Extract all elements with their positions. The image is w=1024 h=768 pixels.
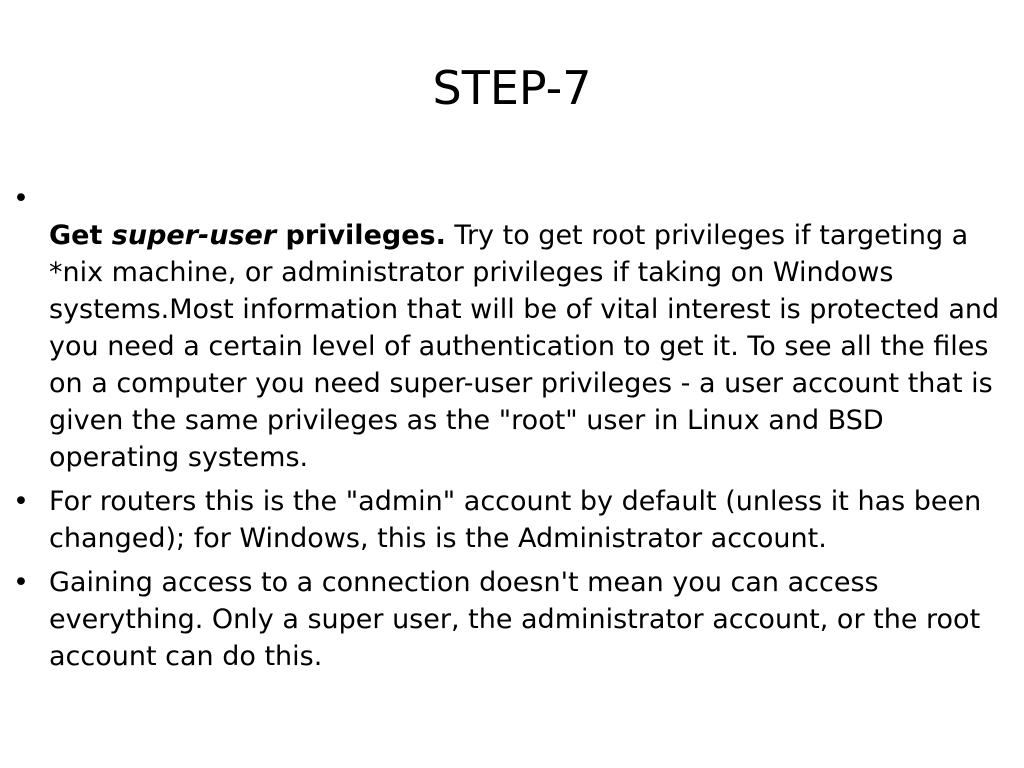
bullet-list bbox=[0, 180, 1000, 682]
bullet-1-lead-bold-end: privileges. bbox=[276, 220, 446, 251]
bullet-item-1 bbox=[0, 180, 1000, 476]
bullet-1-text: Try to get root privileges if targeting a *nix machine, or administrator privileges if taking on Windows systems.Most information that will be of vital interest is protected and you need a certain level of authentication to get it. To see all the files on a computer you need super-user privileges - a user account that is given the same privileges as the "root" user in Linux and BSD operating systems. bbox=[49, 220, 1000, 473]
bullet-dot-icon: • bbox=[13, 486, 29, 517]
bullet-dot-icon: • bbox=[13, 183, 29, 214]
bullet-dot-icon: • bbox=[13, 567, 29, 598]
bullet-item-2 bbox=[0, 483, 1000, 557]
bullet-item-3 bbox=[0, 564, 1000, 675]
bullet-spacer bbox=[49, 180, 1000, 217]
bullet-3-text: Gaining access to a connection doesn't mean you can access everything. Only a super user, the administrator account, or the root account can do this. bbox=[49, 567, 981, 672]
bullet-1-lead-bold: Get bbox=[49, 220, 112, 251]
bullet-2-text: For routers this is the "admin" account by default (unless it has been changed); for Windows, this is the Administrator account. bbox=[49, 486, 982, 554]
slide-title: STEP-7 bbox=[432, 61, 592, 115]
bullet-1-lead-bold-italic: super-user bbox=[111, 220, 277, 251]
